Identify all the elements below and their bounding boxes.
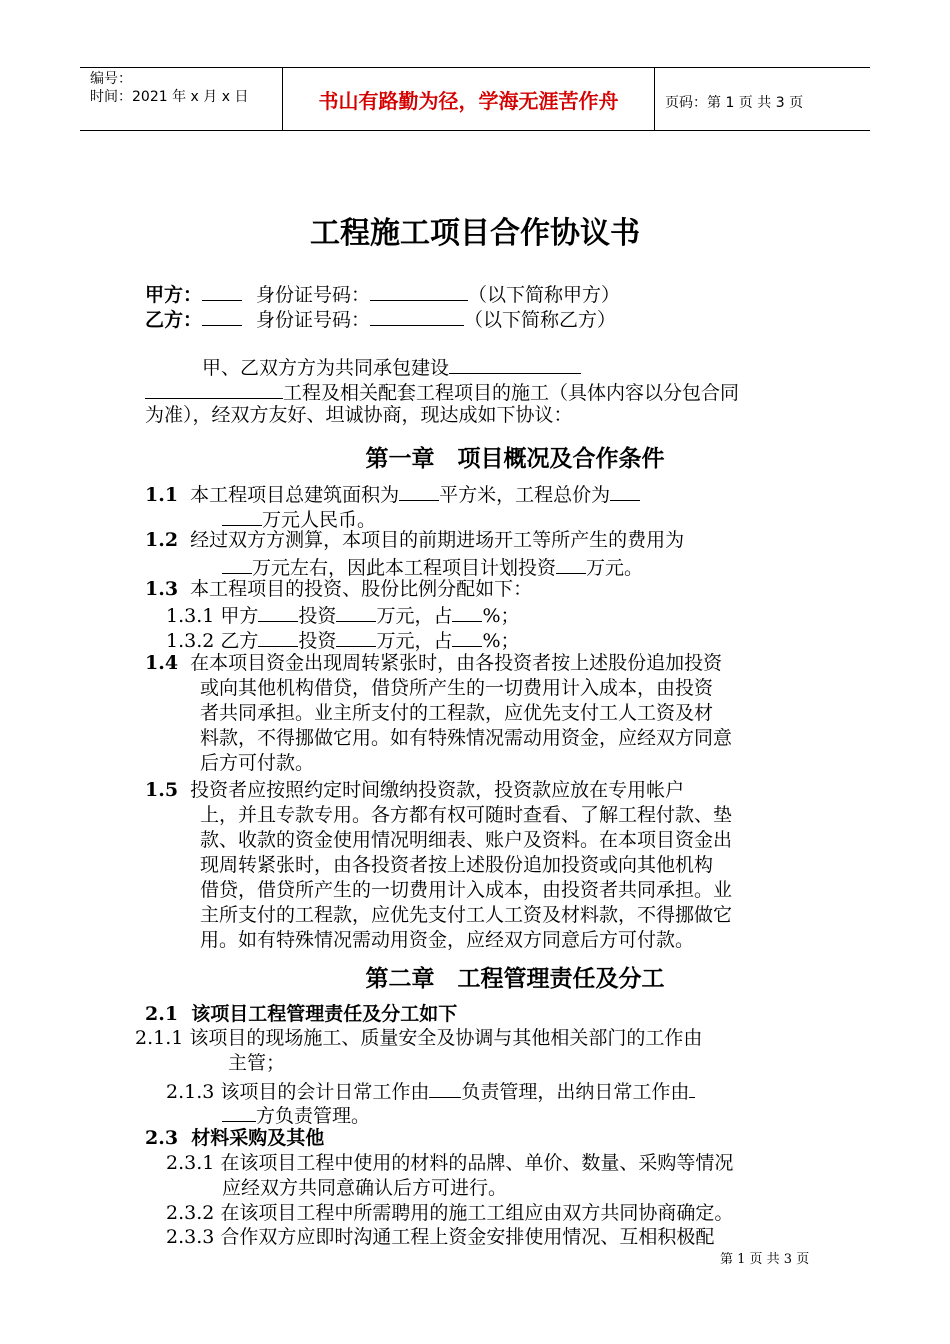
clause-2-3-1-line-2: 应经双方共同意确认后方可进行。 <box>222 1177 508 1199</box>
chapter-2-title: 第二章 工程管理责任及分工 <box>365 966 665 992</box>
party-b-percent-blank <box>452 626 482 647</box>
clause-2-1-3-text-c: 方负责管理。 <box>256 1105 371 1127</box>
clause-1-3-2-num: 1.3.2 <box>166 630 215 652</box>
clause-2-3-1-line-1 <box>166 1151 733 1175</box>
party-a-id-label: 身份证号码： <box>256 284 371 306</box>
party-a-line <box>145 280 620 307</box>
preliminary-cost-blank <box>222 553 252 574</box>
clause-1-3-text: 本工程项目的投资、股份比例分配如下： <box>190 578 533 600</box>
clause-1-1-text-a: 本工程项目总建筑面积为 <box>190 484 400 506</box>
party-a-amount-blank <box>336 601 376 622</box>
intro-text-2: 工程及相关配套工程项目的施工（具体内容以分包合同 <box>283 382 740 404</box>
clause-2-3-3-num: 2.3.3 <box>166 1226 215 1248</box>
party-a-note: （以下简称甲方） <box>468 284 621 306</box>
clause-1-5-line-1 <box>145 778 684 802</box>
clause-1-4-line-3: 者共同承担。业主所支付的工程款，应优先支付工人工资及材 <box>200 702 714 724</box>
clause-1-3-2-party: 乙方 <box>220 630 259 652</box>
clause-2-1-3-text-b: 负责管理，出纳日常工作由 <box>461 1081 690 1103</box>
clause-1-5-line-5: 借贷，借贷所产生的一切费用计入成本，由投资者共同承担。业 <box>200 879 733 901</box>
intro-line-1 <box>202 353 581 380</box>
clause-2-1-1-line-2: 主管； <box>228 1052 286 1074</box>
party-a-label: 甲方： <box>145 284 203 306</box>
clause-2-1-num: 2.1 <box>145 1003 179 1025</box>
clause-1-5-line-6: 主所支付的工程款，应优先支付工人工资及材料款，不得挪做它 <box>200 904 733 926</box>
cashier-blank-1 <box>689 1077 695 1098</box>
clause-2-3-3-text: 合作双方应即时沟通工程上资金安排使用情况、互相积极配 <box>220 1226 715 1248</box>
date-label: 时间：2021 年 x 月 x 日 <box>90 89 249 105</box>
page-header <box>80 67 870 131</box>
clause-1-3-1-percent: %； <box>482 605 520 627</box>
clause-2-3-2 <box>166 1201 733 1225</box>
clause-1-4-line-1 <box>145 651 722 675</box>
clause-1-5-num: 1.5 <box>145 779 179 801</box>
clause-2-1-1-line-1 <box>135 1026 702 1050</box>
clause-1-1-text-b: 平方米，工程总价为 <box>439 484 611 506</box>
cashier-blank-2 <box>222 1101 256 1122</box>
clause-2-1-1-num: 2.1.1 <box>135 1027 184 1049</box>
header-meta <box>80 68 283 130</box>
clause-2-1-3-text-a: 该项目的会计日常工作由 <box>220 1081 430 1103</box>
clause-1-3-2-share: 万元，占 <box>376 630 453 652</box>
area-blank <box>399 480 439 501</box>
clause-1-4-line-5: 后方可付款。 <box>200 752 315 774</box>
clause-1-3-1-num: 1.3.1 <box>166 605 215 627</box>
clause-1-5-line-3: 款、收款的资金使用情况明细表、账户及资料。在本项目资金出 <box>200 829 733 851</box>
party-a-id-blank <box>370 280 468 301</box>
clause-1-2-line-1 <box>145 528 684 552</box>
clause-1-5-line-2: 上，并且专款专用。各方都有权可随时查看、了解工程付款、垫 <box>200 804 733 826</box>
clause-1-5-line-4: 现周转紧张时，由各投资者按上述股份追加投资或向其他机构 <box>200 854 714 876</box>
clause-1-3-2 <box>166 626 520 653</box>
clause-1-1-num: 1.1 <box>145 484 179 506</box>
clause-1-5-text-1: 投资者应按照约定时间缴纳投资款，投资款应放在专用帐户 <box>190 779 685 801</box>
party-b-name-blank <box>202 305 242 326</box>
party-a-name-blank <box>202 280 242 301</box>
clause-2-3-num: 2.3 <box>145 1127 179 1149</box>
clause-1-3-num: 1.3 <box>145 578 179 600</box>
clause-1-3-2-invest: 投资 <box>298 630 337 652</box>
clause-2-3-3 <box>166 1225 714 1249</box>
clause-1-3-1-party: 甲方 <box>220 605 259 627</box>
clause-1-2-line-2 <box>222 553 643 580</box>
clause-2-1-text: 该项目工程管理责任及分工如下 <box>191 1003 458 1025</box>
clause-1-4-num: 1.4 <box>145 652 179 674</box>
clause-1-4-text-1: 在本项目资金出现周转紧张时，由各投资者按上述股份追加投资 <box>190 652 723 674</box>
clause-2-3-2-text: 在该项目工程中所需聘用的施工工组应由双方共同协商确定。 <box>220 1202 734 1224</box>
clause-1-3-2-percent: %； <box>482 630 520 652</box>
page-footer: 第 1 页 共 3 页 <box>720 1252 810 1267</box>
party-b-id-blank <box>370 305 464 326</box>
clause-1-3-1 <box>166 601 520 628</box>
number-label: 编号： <box>90 71 132 87</box>
party-b-label: 乙方： <box>145 309 203 331</box>
clause-1-3 <box>145 577 532 601</box>
clause-1-3-1-invest: 投资 <box>298 605 337 627</box>
project-name-blank-1 <box>449 353 581 374</box>
clause-1-2-num: 1.2 <box>145 529 179 551</box>
clause-2-3-1-text-1: 在该项目工程中使用的材料的品牌、单价、数量、采购等情况 <box>220 1152 734 1174</box>
chapter-1-title: 第一章 项目概况及合作条件 <box>365 446 665 472</box>
clause-1-4-line-4: 料款，不得挪做它用。如有特殊情况需动用资金，应经双方同意 <box>200 727 733 749</box>
party-a-percent-blank <box>452 601 482 622</box>
intro-line-3: 为准），经双方友好、坦诚协商，现达成如下协议： <box>145 404 573 426</box>
party-b-amount-blank <box>336 626 376 647</box>
header-motto: 书山有路勤为径，学海无涯苦作舟 <box>283 68 655 130</box>
clause-1-3-1-share: 万元，占 <box>376 605 453 627</box>
clause-1-1-text-c: 万元人民币。 <box>262 509 377 531</box>
party-b-id-label: 身份证号码： <box>256 309 371 331</box>
clause-2-1-1-text-1: 该项目的现场施工、质量安全及协调与其他相关部门的工作由 <box>189 1027 703 1049</box>
party-b-note: （以下简称乙方） <box>464 309 617 331</box>
clause-1-4-line-2: 或向其他机构借贷，借贷所产生的一切费用计入成本，由投资 <box>200 677 714 699</box>
clause-1-1-line-1 <box>145 480 640 507</box>
total-price-blank-1 <box>610 480 640 501</box>
clause-1-2-text-c: 万元。 <box>586 557 644 579</box>
clause-2-3-1-num: 2.3.1 <box>166 1152 215 1174</box>
document-title: 工程施工项目合作协议书 <box>310 216 640 251</box>
intro-text-1: 甲、乙双方方为共同承包建设 <box>202 357 450 379</box>
clause-2-1-3-num: 2.1.3 <box>166 1081 215 1103</box>
project-name-blank-2 <box>145 378 283 399</box>
total-price-blank-2 <box>222 505 262 526</box>
clause-2-1 <box>145 1002 457 1026</box>
party-b-line <box>145 305 616 332</box>
clause-2-1-3-line-2 <box>222 1101 370 1128</box>
intro-line-2 <box>145 378 739 405</box>
clause-2-3 <box>145 1126 324 1150</box>
clause-2-1-3-line-1 <box>166 1077 695 1104</box>
clause-1-2-text-a: 经过双方方测算，本项目的前期进场开工等所产生的费用为 <box>190 529 685 551</box>
clause-2-3-2-num: 2.3.2 <box>166 1202 215 1224</box>
clause-1-2-text-b: 万元左右，因此本工程项目计划投资 <box>252 557 557 579</box>
clause-2-3-text: 材料采购及其他 <box>191 1127 325 1149</box>
party-b-blank <box>258 626 298 647</box>
party-a-blank <box>258 601 298 622</box>
clause-1-5-line-7: 用。如有特殊情况需动用资金，应经双方同意后方可付款。 <box>200 929 695 951</box>
header-page-info: 页码：第 1 页 共 3 页 <box>665 95 804 111</box>
planned-investment-blank <box>556 553 586 574</box>
accounting-manager-blank <box>429 1077 461 1098</box>
